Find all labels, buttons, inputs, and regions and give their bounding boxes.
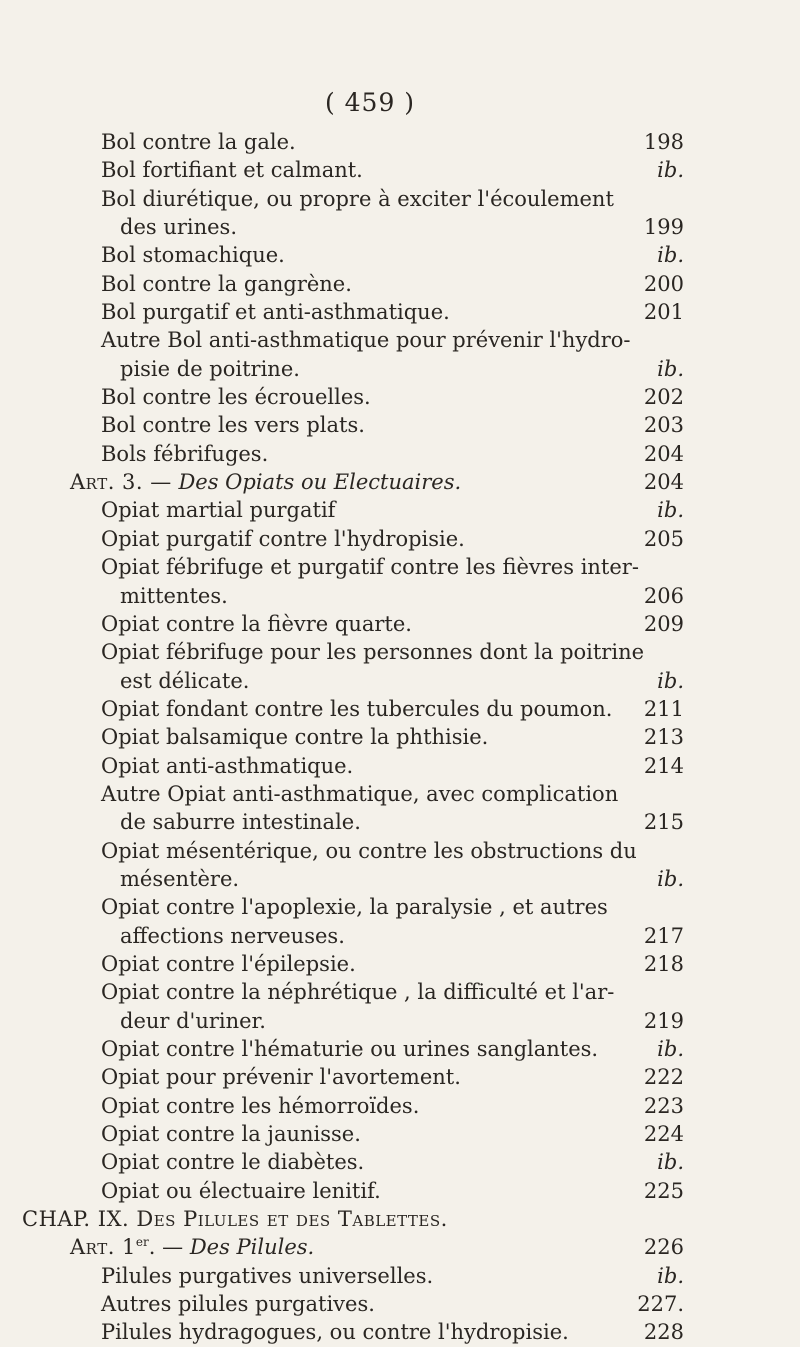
- entry-text: Opiat contre la fièvre quarte.: [101, 611, 412, 636]
- entry-page-number: 227.: [637, 1292, 684, 1317]
- entry-page-number: 213: [643, 725, 684, 750]
- toc-entry: [0, 808, 800, 836]
- toc-entry: [0, 185, 800, 213]
- chapter-title: CHAP. IX. Des Pilules et des Tablettes.: [22, 1207, 448, 1232]
- toc-entry: [0, 411, 800, 439]
- entry-text: Opiat martial purgatif: [101, 498, 336, 523]
- toc-entry: [0, 1092, 800, 1120]
- entry-page-number: 224: [643, 1122, 684, 1147]
- page-number: ( 459 ): [324, 88, 416, 117]
- toc-entry: [0, 298, 800, 326]
- entry-text: des urines.: [120, 215, 238, 240]
- entry-page-number: 226: [643, 1235, 684, 1260]
- entry-text: est délicate.: [120, 668, 250, 693]
- article-prefix-end: . —: [148, 1235, 184, 1260]
- article-title: Des Opiats ou Electuaires.: [178, 470, 462, 495]
- entry-page-number: 201: [643, 300, 684, 325]
- entry-page-number: ib.: [657, 1150, 684, 1175]
- toc-entry: [0, 496, 800, 524]
- toc-entry: [0, 893, 800, 921]
- entry-text: Opiat fébrifuge pour les personnes dont la poitrine: [101, 640, 645, 665]
- entry-text: Opiat contre la néphrétique , la difficulté et l'ar-: [101, 980, 615, 1005]
- entry-page-number: 228: [643, 1320, 684, 1345]
- entry-page-number: 200: [643, 271, 684, 296]
- article-heading-text: [70, 1233, 314, 1261]
- entry-page-number: ib.: [657, 1263, 684, 1288]
- toc-entry: [0, 610, 800, 638]
- entry-page-number: 219: [643, 1008, 684, 1033]
- entry-text: Bol contre la gangrène.: [101, 271, 352, 296]
- entry-page-number: ib.: [657, 866, 684, 891]
- toc-entry: [0, 1318, 800, 1346]
- entry-text: Bol stomachique.: [101, 243, 285, 268]
- entry-text: de saburre intestinale.: [120, 810, 361, 835]
- entry-page-number: ib.: [657, 1037, 684, 1061]
- entry-text: Autres pilules purgatives.: [101, 1292, 375, 1317]
- article-heading-text: [70, 468, 461, 496]
- toc-entry: [0, 695, 800, 723]
- entry-text: affections nerveuses.: [120, 923, 345, 948]
- entry-text: Opiat contre les hémorroïdes.: [101, 1093, 420, 1118]
- article-prefix: Art. 1: [70, 1235, 136, 1260]
- entry-text: Opiat purgatif contre l'hydropisie.: [101, 526, 465, 551]
- toc-entry: [0, 978, 800, 1006]
- entry-page-number: ib.: [657, 668, 684, 693]
- toc-entry: [0, 837, 800, 865]
- toc-entry: [0, 582, 800, 610]
- entry-text: mittentes.: [120, 583, 228, 608]
- entry-page-number: ib.: [657, 158, 684, 183]
- entry-page-number: 203: [643, 413, 684, 438]
- entry-text: Autre Bol anti-asthmatique pour prévenir l'hydro-: [101, 328, 631, 353]
- entry-text: pisie de poitrine.: [120, 356, 300, 381]
- entry-page-number: 218: [643, 951, 684, 976]
- entry-page-number: 217: [643, 923, 684, 948]
- entry-text: Bol contre la gale.: [101, 130, 296, 154]
- entry-text: Opiat contre l'hématurie ou urines sanglantes.: [101, 1037, 599, 1061]
- toc-entry: [0, 1290, 800, 1318]
- entry-text: Opiat balsamique contre la phthisie.: [101, 725, 489, 750]
- entry-page-number: 202: [643, 385, 684, 410]
- toc-entry: [0, 638, 800, 666]
- entry-page-number: 215: [643, 810, 684, 835]
- article-heading: [0, 468, 800, 496]
- entry-page-number: 204: [643, 441, 684, 466]
- toc-entry: [0, 865, 800, 893]
- entry-page-number: 205: [643, 526, 684, 551]
- toc-entry: [0, 553, 800, 581]
- entry-page-number: 222: [643, 1065, 684, 1090]
- toc-entry: [0, 156, 800, 184]
- entry-text: Bol fortifiant et calmant.: [101, 158, 363, 183]
- entry-text: Opiat fébrifuge et purgatif contre les fièvres inter-: [101, 555, 639, 580]
- table-of-contents: [0, 128, 800, 1347]
- entry-page-number: 199: [643, 215, 684, 240]
- toc-entry: [0, 1120, 800, 1148]
- entry-page-number: 206: [643, 583, 684, 608]
- toc-entry: [0, 723, 800, 751]
- entry-text: Bol contre les écrouelles.: [101, 385, 371, 410]
- toc-entry: [0, 270, 800, 298]
- article-prefix: Art. 3. —: [70, 470, 172, 495]
- toc-entry: [0, 213, 800, 241]
- toc-entry: [0, 525, 800, 553]
- entry-text: Bol purgatif et anti-asthmatique.: [101, 300, 450, 325]
- entry-text: Bol diurétique, ou propre à exciter l'écoulement: [101, 186, 614, 211]
- toc-entry: [0, 1063, 800, 1091]
- entry-text: Opiat anti-asthmatique.: [101, 753, 354, 778]
- entry-text: Opiat fondant contre les tubercules du poumon.: [101, 696, 613, 721]
- entry-page-number: 223: [643, 1093, 684, 1118]
- toc-entry: [0, 128, 800, 156]
- entry-text: Opiat mésentérique, ou contre les obstructions du: [101, 838, 637, 863]
- entry-page-number: ib.: [657, 243, 684, 268]
- article-heading: [0, 1233, 800, 1261]
- toc-entry: [0, 1007, 800, 1035]
- toc-entry: [0, 922, 800, 950]
- entry-text: Opiat contre l'épilepsie.: [101, 951, 356, 976]
- entry-text: Opiat contre l'apoplexie, la paralysie , et autres: [101, 895, 608, 920]
- entry-text: Bol contre les vers plats.: [101, 413, 365, 438]
- entry-page-number: 209: [643, 611, 684, 636]
- article-prefix-superscript: er: [135, 1235, 149, 1250]
- entry-text: mésentère.: [120, 866, 240, 891]
- toc-entry: [0, 241, 800, 269]
- entry-text: Opiat contre le diabètes.: [101, 1150, 365, 1175]
- entry-text: Opiat ou électuaire lenitif.: [101, 1178, 381, 1203]
- toc-entry: [0, 440, 800, 468]
- chapter-heading: [0, 1205, 800, 1233]
- entry-page-number: 214: [643, 753, 684, 778]
- entry-page-number: 211: [643, 696, 684, 721]
- toc-entry: [0, 326, 800, 354]
- entry-text: Pilules hydragogues, ou contre l'hydropisie.: [101, 1320, 569, 1345]
- entry-page-number: 204: [643, 470, 684, 495]
- toc-entry: [0, 667, 800, 695]
- entry-text: Opiat contre la jaunisse.: [101, 1122, 361, 1147]
- entry-text: Opiat pour prévenir l'avortement.: [101, 1065, 461, 1090]
- entry-text: Bols fébrifuges.: [101, 441, 269, 466]
- toc-entry: [0, 1177, 800, 1205]
- entry-page-number: 225: [643, 1178, 684, 1203]
- toc-entry: [0, 1262, 800, 1290]
- toc-entry: [0, 1035, 800, 1063]
- toc-entry: [0, 355, 800, 383]
- toc-entry: [0, 950, 800, 978]
- entry-page-number: ib.: [657, 498, 684, 523]
- toc-entry: [0, 752, 800, 780]
- toc-entry: [0, 1148, 800, 1176]
- entry-text: Pilules purgatives universelles.: [101, 1263, 434, 1288]
- entry-text: Autre Opiat anti-asthmatique, avec complication: [101, 781, 619, 806]
- article-title: Des Pilules.: [189, 1235, 315, 1260]
- entry-text: deur d'uriner.: [120, 1008, 266, 1033]
- toc-entry: [0, 780, 800, 808]
- entry-page-number: 198: [643, 130, 684, 154]
- entry-page-number: ib.: [657, 356, 684, 381]
- toc-entry: [0, 383, 800, 411]
